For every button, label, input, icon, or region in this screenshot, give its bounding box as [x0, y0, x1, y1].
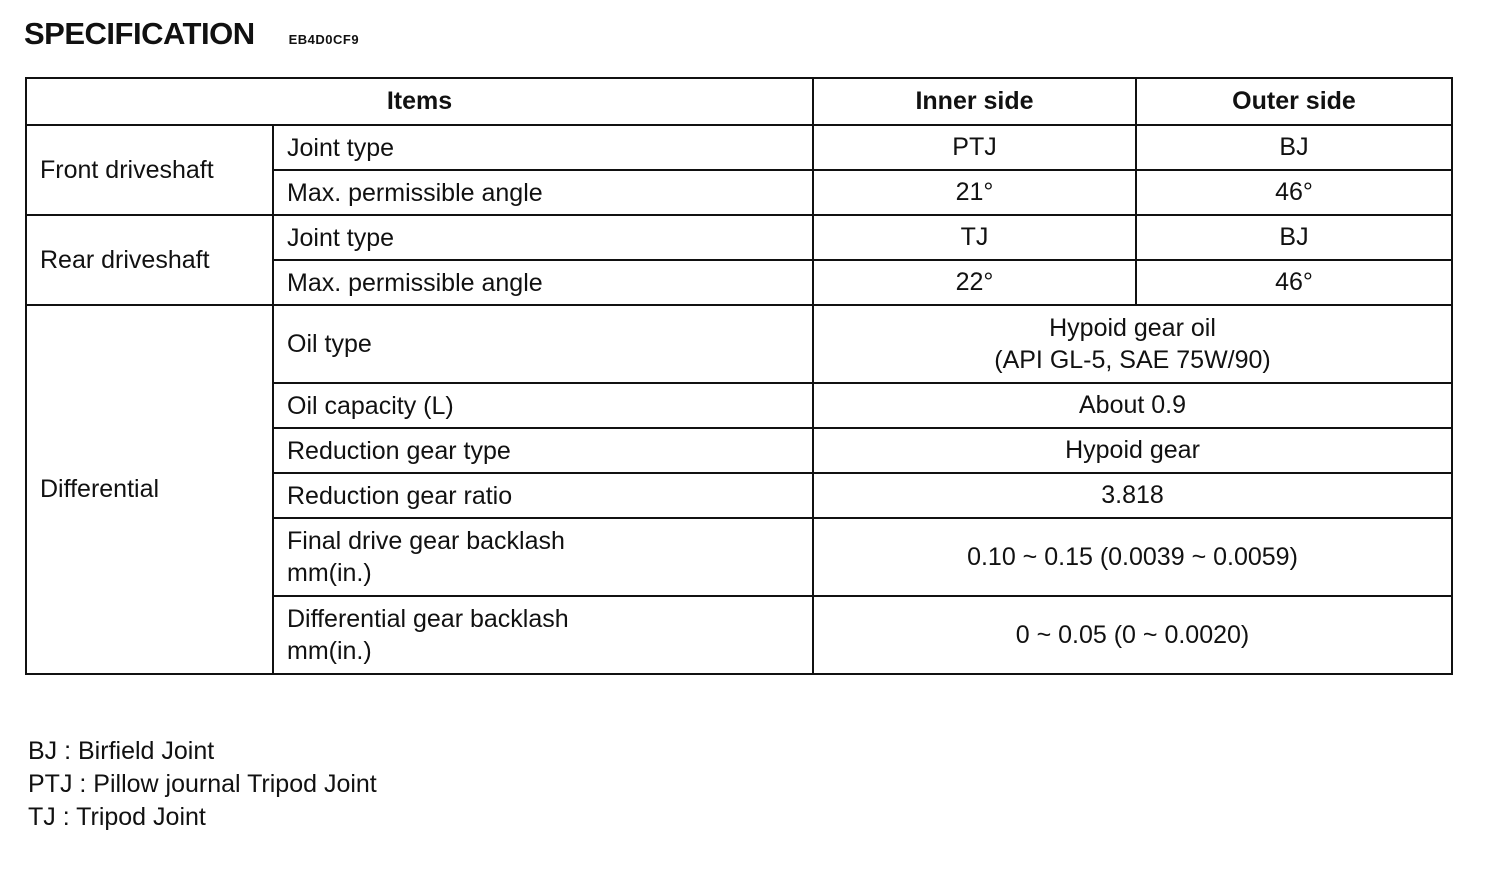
item-label: Max. permissible angle: [273, 260, 813, 305]
table-row: [26, 125, 1452, 170]
item-label-line2: mm(in.): [287, 559, 372, 587]
item-label: Max. permissible angle: [273, 170, 813, 215]
inner-value: PTJ: [813, 125, 1136, 170]
item-label-line1: Differential gear backlash: [287, 605, 569, 633]
item-label: [273, 518, 813, 596]
item-label: [273, 596, 813, 674]
group-front-driveshaft: Front driveshaft: [26, 125, 273, 215]
item-label: Joint type: [273, 125, 813, 170]
footnotes: [28, 735, 377, 834]
page-heading: [24, 16, 359, 52]
outer-value: BJ: [1136, 215, 1452, 260]
group-differential: Differential: [26, 305, 273, 674]
outer-value: 46°: [1136, 260, 1452, 305]
item-label-line2: mm(in.): [287, 637, 372, 665]
oil-type-value: [813, 305, 1452, 383]
oil-type-value-line2: (API GL-5, SAE 75W/90): [994, 346, 1271, 374]
differential-backlash-value: 0 ~ 0.05 (0 ~ 0.0020): [813, 596, 1452, 674]
header-inner-side: Inner side: [813, 78, 1136, 125]
item-label: Reduction gear type: [273, 428, 813, 473]
outer-value: BJ: [1136, 125, 1452, 170]
reduction-ratio-value: 3.818: [813, 473, 1452, 518]
oil-type-value-line1: Hypoid gear oil: [1049, 314, 1216, 342]
final-backlash-value: 0.10 ~ 0.15 (0.0039 ~ 0.0059): [813, 518, 1452, 596]
footnote-bj: BJ : Birfield Joint: [28, 737, 215, 765]
footnote-ptj: PTJ : Pillow journal Tripod Joint: [28, 770, 377, 798]
specification-table: [25, 77, 1453, 675]
page-title: SPECIFICATION: [24, 16, 255, 51]
table-row: [26, 305, 1452, 383]
item-label: Reduction gear ratio: [273, 473, 813, 518]
item-label: Oil capacity (L): [273, 383, 813, 428]
table-row: [26, 215, 1452, 260]
inner-value: 21°: [813, 170, 1136, 215]
header-items: Items: [26, 78, 813, 125]
inner-value: TJ: [813, 215, 1136, 260]
outer-value: 46°: [1136, 170, 1452, 215]
item-label-line1: Final drive gear backlash: [287, 527, 565, 555]
inner-value: 22°: [813, 260, 1136, 305]
oil-capacity-value: About 0.9: [813, 383, 1452, 428]
footnote-tj: TJ : Tripod Joint: [28, 803, 206, 831]
group-rear-driveshaft: Rear driveshaft: [26, 215, 273, 305]
table-header-row: [26, 78, 1452, 125]
header-outer-side: Outer side: [1136, 78, 1452, 125]
reduction-type-value: Hypoid gear: [813, 428, 1452, 473]
item-label: Oil type: [273, 305, 813, 383]
item-label: Joint type: [273, 215, 813, 260]
document-code: EB4D0CF9: [288, 32, 360, 47]
